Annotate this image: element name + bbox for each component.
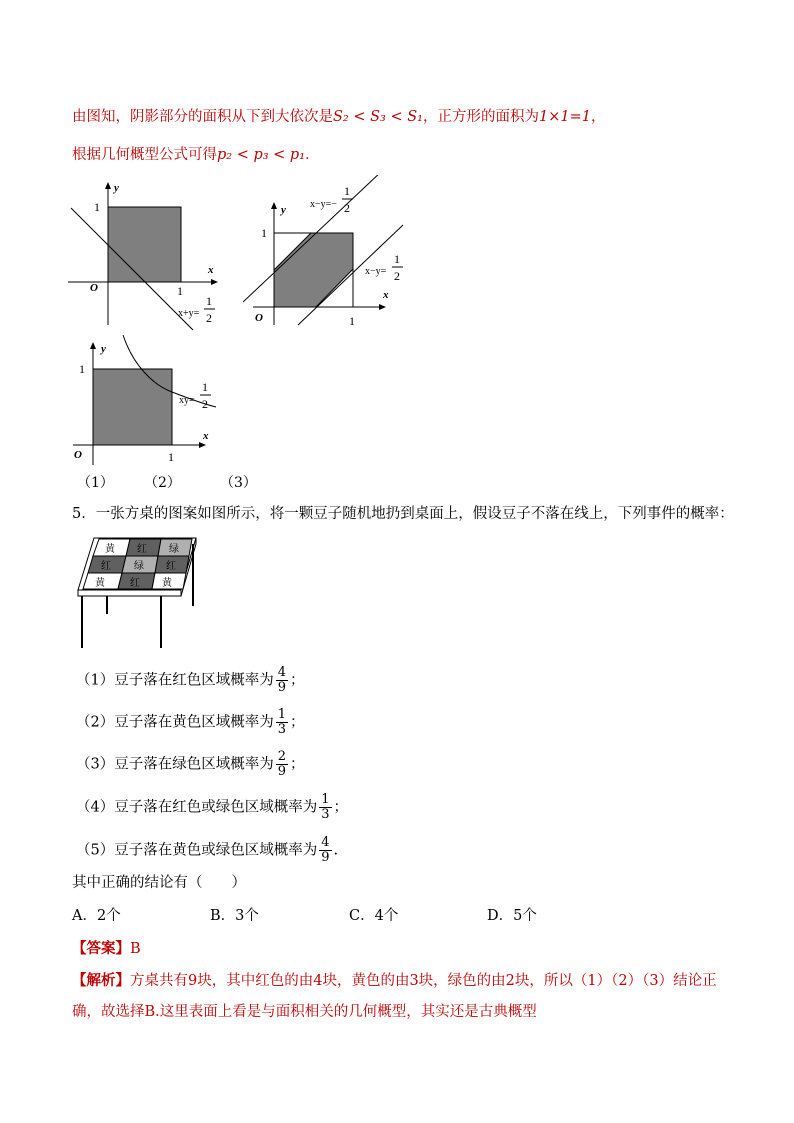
analysis-line-2: 确，故选择B.这里表面上看是与面积相关的几何概型，其实还是古典概型	[72, 1004, 537, 1020]
denominator: 3	[277, 722, 287, 737]
probability-fraction	[276, 750, 288, 779]
y-axis-arrow	[271, 202, 277, 209]
upper-line-label: x−y=−	[310, 199, 337, 210]
cell-label: 黄	[105, 544, 115, 555]
y-label: y	[101, 343, 106, 355]
numerator: 1	[277, 707, 287, 722]
probability-fraction	[276, 666, 288, 695]
answer-line	[72, 939, 141, 959]
table-top-edge	[78, 590, 181, 596]
statement-text: （2）豆子落在黄色区域概率为	[76, 714, 274, 731]
y-axis-arrow	[90, 342, 96, 349]
probability-fraction	[319, 793, 331, 822]
figure-1	[68, 175, 233, 335]
cell-label: 黄	[95, 578, 105, 589]
table-illustration	[76, 536, 201, 651]
option-a[interactable]: A．2个	[72, 908, 121, 924]
half-den: 2	[202, 397, 208, 411]
denominator: 3	[321, 807, 330, 822]
cell-label: 红	[137, 544, 147, 555]
y-label: y	[114, 182, 119, 194]
statement-text: （5）豆子落在黄色或绿色区域概率为	[76, 842, 318, 859]
cell-label: 黄	[162, 578, 172, 589]
statement-1	[76, 666, 305, 695]
statement-2	[76, 708, 305, 737]
cell-label: 绿	[134, 561, 144, 572]
area-inequality: S₂ < S₃ < S₁	[333, 109, 423, 125]
x-one-label: 1	[349, 314, 355, 328]
intro-line-2	[72, 145, 320, 165]
intro-mid: ，正方形的面积为	[422, 109, 539, 125]
numerator: 1	[321, 792, 330, 807]
numerator: 4	[277, 665, 287, 680]
origin-label: O	[74, 449, 82, 461]
statement-5	[76, 836, 338, 865]
caption-2: （2）	[144, 475, 181, 491]
x-label: x	[208, 264, 214, 276]
cell-label: 红	[101, 561, 111, 572]
shaded-region-3	[93, 369, 172, 445]
y-one-label: 1	[79, 362, 85, 376]
x-one-label: 1	[168, 450, 174, 464]
y-label: y	[281, 204, 286, 216]
question-prompt: 其中正确的结论有（ ）	[72, 875, 246, 891]
curve-label: xy=	[179, 395, 195, 406]
origin-label: O	[255, 312, 263, 324]
question-text: 5．一张方桌的图案如图所示，将一颗豆子随机地扔到桌面上，假设豆子不落在线上，下列事件的概率：	[72, 506, 734, 522]
upper-half-den: 2	[344, 201, 350, 215]
origin-label: O	[90, 282, 98, 294]
cell-label: 绿	[169, 544, 179, 555]
half-den: 2	[206, 311, 212, 325]
statement-end: .	[333, 842, 339, 859]
x-axis-arrow	[379, 304, 386, 310]
answer-value: B	[130, 941, 141, 957]
option-d[interactable]: D．5个	[487, 908, 537, 924]
statement-text: （1）豆子落在红色区域概率为	[76, 672, 274, 689]
cell-label: 红	[166, 561, 176, 572]
cell-label: 红	[130, 578, 140, 589]
x-axis-arrow	[199, 442, 206, 448]
statement-end: ；	[333, 799, 349, 816]
statement-end: ；	[290, 672, 305, 689]
x-label: x	[383, 289, 389, 301]
caption-1: （1）	[77, 475, 114, 491]
analysis-text-1: 方桌共有9块，其中红色的由4块，黄色的由3块，绿色的由2块，所以（1）（2）（3）结论正	[130, 973, 717, 989]
figure-2	[243, 175, 413, 335]
probability-inequality: p₂ < p₃ < p₁	[217, 147, 306, 163]
square-area: 1×1=1	[538, 109, 591, 125]
half-num: 1	[202, 380, 208, 394]
lower-line-label: x−y=	[365, 266, 387, 277]
statement-4	[76, 793, 348, 822]
analysis-tag: 【解析】	[72, 972, 130, 989]
hexagon-region	[274, 233, 353, 307]
numerator: 2	[277, 749, 287, 764]
statement-end: ；	[290, 714, 305, 731]
option-c[interactable]: C．4个	[349, 908, 399, 924]
figure-3	[68, 335, 233, 470]
denominator: 9	[321, 850, 330, 865]
shaded-region-1	[108, 207, 181, 282]
y-axis-arrow	[105, 182, 111, 189]
analysis-line-1	[72, 971, 717, 991]
probability-fraction	[276, 708, 288, 737]
x-label: x	[203, 430, 209, 442]
intro-prefix: 由图知，阴影部分的面积从下到大依次是	[72, 109, 333, 125]
caption-3: （3）	[220, 475, 257, 491]
denominator: 9	[277, 764, 287, 779]
upper-half-num: 1	[344, 184, 350, 198]
answer-tag: 【答案】	[72, 940, 130, 957]
y-one-label: 1	[261, 226, 267, 240]
intro-line-1	[72, 107, 605, 127]
half-num: 1	[206, 294, 212, 308]
statement-3	[76, 750, 305, 779]
option-b[interactable]: B．3个	[210, 908, 259, 924]
numerator: 4	[321, 835, 330, 850]
statement-text: （3）豆子落在绿色区域概率为	[76, 756, 274, 773]
x-axis-arrow	[211, 279, 218, 285]
statement-end: ；	[290, 756, 305, 773]
x-one-label: 1	[177, 284, 183, 298]
denominator: 9	[277, 680, 287, 695]
lower-half-num: 1	[394, 252, 400, 266]
intro2-suffix: ．	[305, 147, 320, 163]
statement-text: （4）豆子落在红色或绿色区域概率为	[76, 799, 318, 816]
probability-fraction	[319, 836, 331, 865]
y-one-label: 1	[94, 200, 100, 214]
intro2-prefix: 根据几何概型公式可得	[72, 147, 217, 163]
line-label: x+y=	[178, 308, 200, 319]
lower-half-den: 2	[394, 269, 400, 283]
intro-suffix: ，	[590, 109, 606, 125]
